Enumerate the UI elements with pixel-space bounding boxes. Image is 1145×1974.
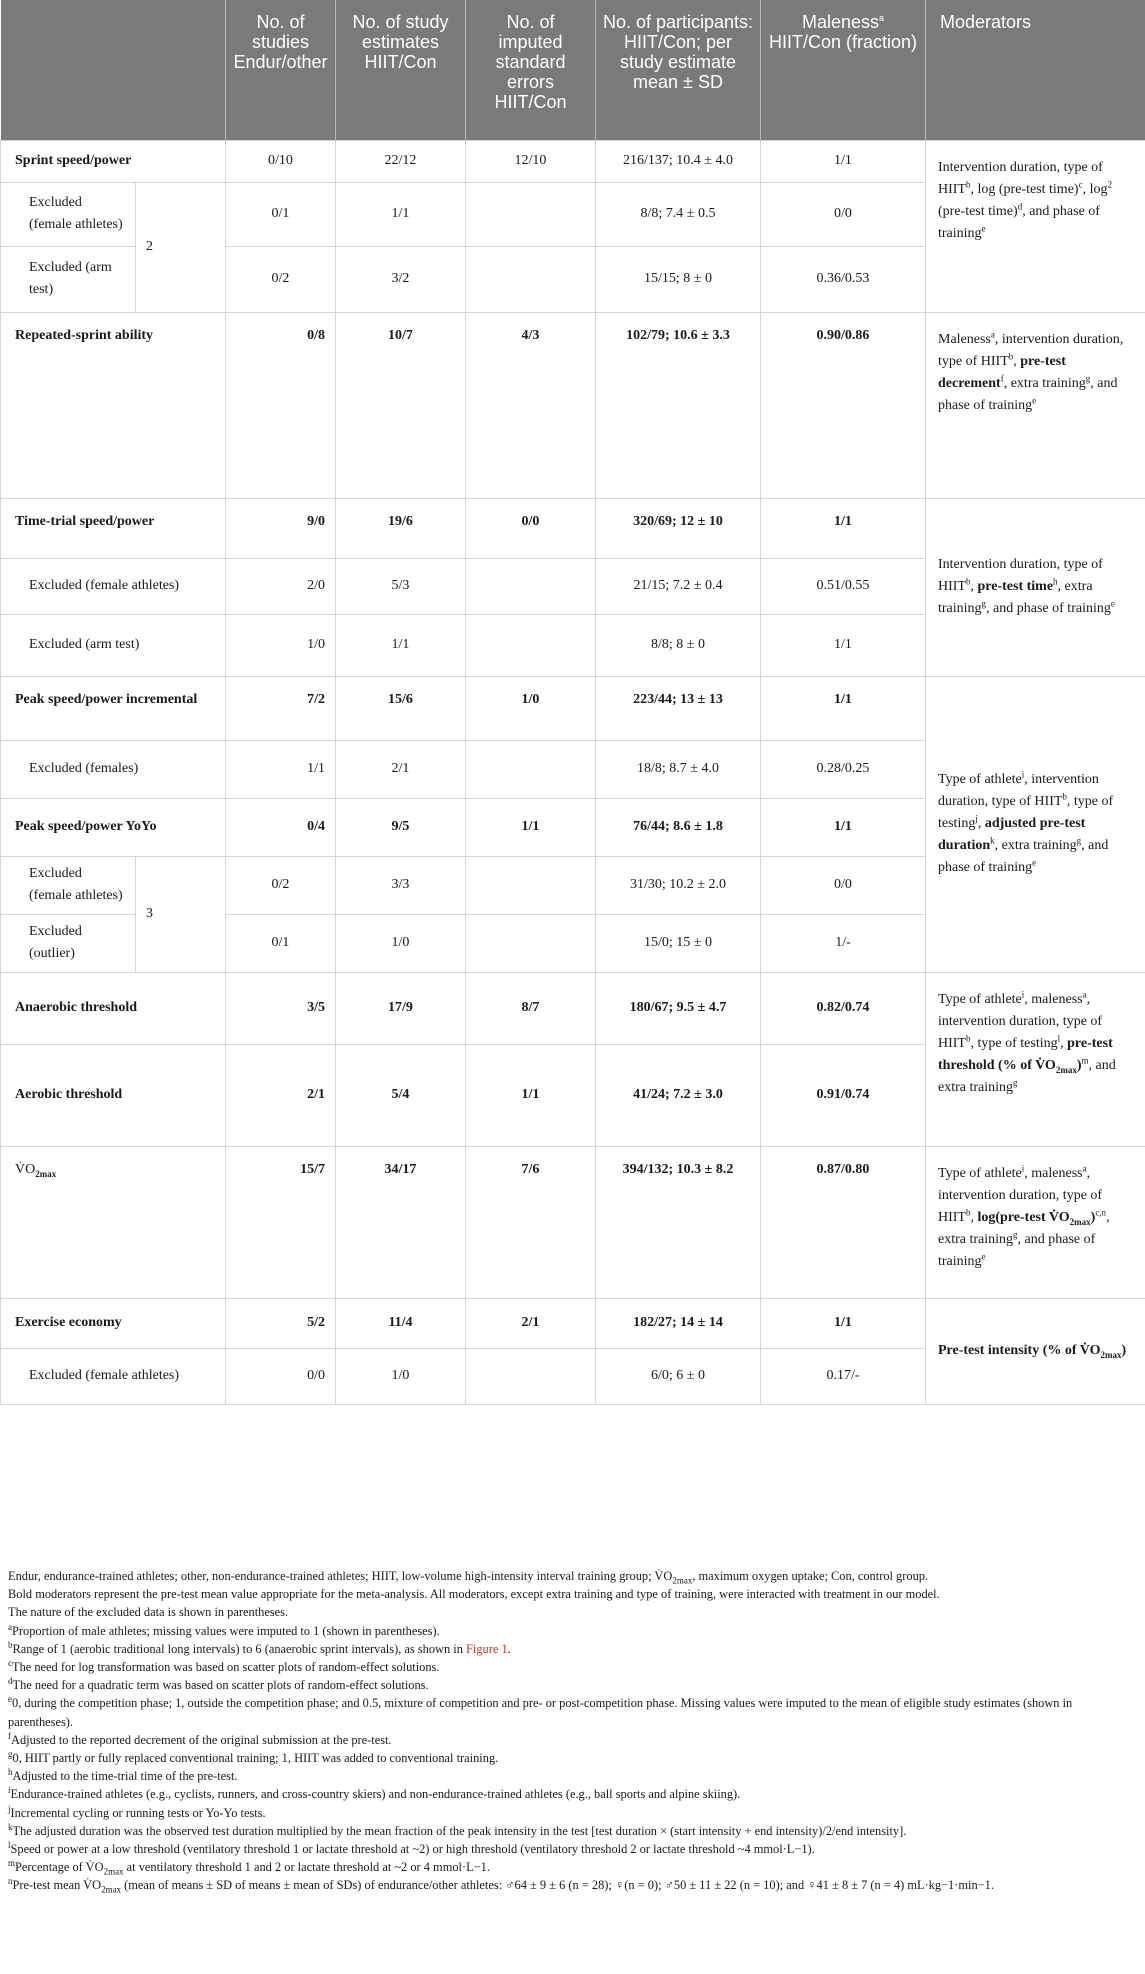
footnote-f: $^f$Adjusted to the reported decrement of the original submission at the pre-test. [8, 1730, 392, 1747]
cell-imputed: 2/1 [466, 1298, 596, 1348]
header-estimates: No. of study estimates HIIT/Con [336, 0, 466, 140]
nature-note: The nature of the excluded data is shown in parentheses. [8, 1605, 289, 1620]
row-label: Excluded (arm test) [1, 614, 226, 676]
table-row [1, 1146, 1145, 1298]
cell-maleness: 1/1 [761, 614, 926, 676]
cell-studies: 15/7 [226, 1146, 336, 1298]
cell-estimates: 1/0 [336, 1348, 466, 1404]
row-label: Excluded (female athletes) [1, 558, 226, 614]
row-label: Time-trial speed/power [1, 498, 226, 558]
header-maleness: Maleness$^a$ HIIT/Con (fraction) [761, 0, 926, 140]
row-label: Anaerobic threshold [1, 972, 226, 1044]
cell-participants: 8/8; 8 ± 0 [596, 614, 761, 676]
cell-estimates: 11/4 [336, 1298, 466, 1348]
header-row [1, 0, 1145, 140]
cell-estimates: 3/2 [336, 246, 466, 312]
cell-participants: 223/44; 13 ± 13 [596, 676, 761, 740]
cell-maleness: 1/- [761, 914, 926, 972]
row-label: Sprint speed/power [1, 140, 226, 182]
cell-studies: 0/2 [226, 246, 336, 312]
cell-participants: 6/0; 6 ± 0 [596, 1348, 761, 1404]
cell-studies: 3/5 [226, 972, 336, 1044]
cell-imputed [466, 740, 596, 798]
footnote-j: $^j$Incremental cycling or running tests or Yo-Yo tests. [8, 1803, 266, 1820]
header-studies: No. of studies Endur/other [226, 0, 336, 140]
cell-estimates: 5/4 [336, 1044, 466, 1146]
cell-imputed: 7/6 [466, 1146, 596, 1298]
cell-maleness: 1/1 [761, 798, 926, 856]
cell-imputed [466, 614, 596, 676]
cell-maleness: 0.17/- [761, 1348, 926, 1404]
table-row [1, 972, 1145, 1044]
row-label: Excluded (female athletes) [1, 182, 136, 246]
table-footnotes [8, 1567, 1137, 1895]
cell-maleness: 0/0 [761, 182, 926, 246]
table-row [1, 676, 1145, 740]
cell-participants: 182/27; 14 ± 14 [596, 1298, 761, 1348]
cell-maleness: 0.90/0.86 [761, 312, 926, 498]
cell-imputed [466, 182, 596, 246]
cell-participants: 21/15; 7.2 ± 0.4 [596, 558, 761, 614]
row-label: Exercise economy [1, 1298, 226, 1348]
cell-participants: 320/69; 12 ± 10 [596, 498, 761, 558]
cell-maleness: 1/1 [761, 676, 926, 740]
cell-participants: 76/44; 8.6 ± 1.8 [596, 798, 761, 856]
cell-imputed [466, 1348, 596, 1404]
group-count: 3 [136, 856, 226, 972]
cell-maleness: 0/0 [761, 856, 926, 914]
cell-imputed [466, 856, 596, 914]
cell-studies: 0/1 [226, 914, 336, 972]
cell-studies: 0/10 [226, 140, 336, 182]
cell-estimates: 19/6 [336, 498, 466, 558]
cell-participants: 15/15; 8 ± 0 [596, 246, 761, 312]
bold-note: Bold moderators represent the pre-test mean value appropriate for the meta-analysis. All moderators, except extra training and type of training, were interacted with treatment in our model. [8, 1587, 940, 1602]
cell-studies: 1/1 [226, 740, 336, 798]
cell-imputed [466, 558, 596, 614]
moderators-peak: Type of athlete$^i$, intervention duration, type of HIIT$^b$, type of testing$^j$, adjusted pre-test duration$^k$, extra training$^g$, and phase of training$^e$ [926, 676, 1145, 972]
cell-participants: 180/67; 9.5 ± 4.7 [596, 972, 761, 1044]
cell-studies: 1/0 [226, 614, 336, 676]
table-row [1, 312, 1145, 498]
cell-participants: 31/30; 10.2 ± 2.0 [596, 856, 761, 914]
cell-estimates: 15/6 [336, 676, 466, 740]
footnote-g: $^g$0, HIIT partly or fully replaced conventional training; 1, HIIT was added to conventional training. [8, 1748, 499, 1766]
moderators-rsa: Maleness$^a$, intervention duration, type of HIIT$^b$, pre-test decrement$^f$, extra training$^g$, and phase of training$^e$ [926, 312, 1145, 498]
header-moderators: Moderators [926, 0, 1145, 140]
cell-participants: 8/8; 7.4 ± 0.5 [596, 182, 761, 246]
row-label: Peak speed/power incremental [1, 676, 226, 740]
footnote-d: $^d$The need for a quadratic term was based on scatter plots of random-effect solutions. [8, 1676, 429, 1693]
footnote-n: $^n$Pre-test mean $V̇O_{2max}$ (mean of means ± SD of means ± mean of SDs) of endurance/other athletes: ♂64 ± 9 ± 6 (n = 28); ♀(n = 0); ♂50 ± 11 ± 22 (n = 10); and ♀41 ± 8 ± 7 (n = 4) mL·kg−1·min−1. [8, 1876, 994, 1895]
moderators-economy: Pre-test intensity (% of $V̇O_{2max}$) [926, 1298, 1145, 1404]
header-blank [1, 0, 226, 140]
cell-estimates: 1/0 [336, 914, 466, 972]
cell-estimates: 5/3 [336, 558, 466, 614]
cell-imputed: 1/0 [466, 676, 596, 740]
moderators-threshold: Type of athlete$^i$, maleness$^a$, intervention duration, type of HIIT$^b$, type of testing$^l$, pre-test threshold (% of $V̇O_{2max})^m$, and extra training$^g$ [926, 972, 1145, 1146]
cell-studies: 0/1 [226, 182, 336, 246]
cell-imputed [466, 246, 596, 312]
cell-participants: 216/137; 10.4 ± 4.0 [596, 140, 761, 182]
footnote-k: $^k$The adjusted duration was the observed test duration multiplied by the mean fraction of the peak intensity in the test [test duration × (start intensity + end intensity)/2/end intensity]. [8, 1821, 907, 1838]
cell-studies: 0/2 [226, 856, 336, 914]
cell-imputed: 8/7 [466, 972, 596, 1044]
header-imputed: No. of imputed standard errors HIIT/Con [466, 0, 596, 140]
table-row [1, 498, 1145, 558]
cell-maleness: 0.91/0.74 [761, 1044, 926, 1146]
row-label: Repeated-sprint ability [1, 312, 226, 498]
cell-maleness: 0.28/0.25 [761, 740, 926, 798]
header-participants: No. of participants: HIIT/Con; per study estimate mean ± SD [596, 0, 761, 140]
cell-studies: 2/1 [226, 1044, 336, 1146]
moderators-tt: Intervention duration, type of HIIT$^b$, pre-test time$^h$, extra training$^g$, and phase of training$^e$ [926, 498, 1145, 676]
footnote-a: $^a$Proportion of male athletes; missing values were imputed to 1 (shown in parentheses). [8, 1621, 440, 1638]
cell-studies: 5/2 [226, 1298, 336, 1348]
cell-estimates: 34/17 [336, 1146, 466, 1298]
cell-estimates: 17/9 [336, 972, 466, 1044]
cell-maleness: 0.51/0.55 [761, 558, 926, 614]
figure-1-link[interactable]: Figure 1 [466, 1641, 508, 1656]
footnote-e: $^e$0, during the competition phase; 1, outside the competition phase; and 0.5, mixture of competition and pre- or post-competition phase. Missing values were imputed to the mean of eligible study estimates (shown in parentheses). [8, 1694, 1073, 1729]
row-label: Excluded (outlier) [1, 914, 136, 972]
row-label: Aerobic threshold [1, 1044, 226, 1146]
cell-imputed: 1/1 [466, 798, 596, 856]
cell-maleness: 1/1 [761, 1298, 926, 1348]
table-row [1, 1298, 1145, 1348]
row-label: Excluded (female athletes) [1, 856, 136, 914]
footnote-i: $^i$Endurance-trained athletes (e.g., cyclists, runners, and cross-country skiers) and non-endurance-trained athletes (e.g., ball sports and alpine skiing). [8, 1785, 741, 1802]
cell-estimates: 9/5 [336, 798, 466, 856]
table-row [1, 140, 1145, 182]
group-count: 2 [136, 182, 226, 312]
row-label: Excluded (females) [1, 740, 226, 798]
footnote-l: $^l$Speed or power at a low threshold (ventilatory threshold 1 or lactate threshold at ~2) or high threshold (ventilatory threshold 2 or lactate threshold ~4 mmol·L−1). [8, 1839, 815, 1857]
cell-participants: 18/8; 8.7 ± 4.0 [596, 740, 761, 798]
footnote-m: $^m$Percentage of $V̇O_{2max}$ at ventilatory threshold 1 and 2 or lactate threshold at ~2 or 4 mmol·L−1. [8, 1858, 490, 1877]
cell-estimates: 22/12 [336, 140, 466, 182]
cell-imputed: 1/1 [466, 1044, 596, 1146]
cell-maleness: 0.87/0.80 [761, 1146, 926, 1298]
cell-imputed: 0/0 [466, 498, 596, 558]
cell-studies: 0/0 [226, 1348, 336, 1404]
moderators-sprint: Intervention duration, type of HIIT$^b$, log (pre-test time)$^c$, $\log^2$ (pre-test time)$^d$, and phase of training$^e$ [926, 140, 1145, 312]
cell-imputed: 12/10 [466, 140, 596, 182]
row-label: Excluded (female athletes) [1, 1348, 226, 1404]
cell-participants: 41/24; 7.2 ± 3.0 [596, 1044, 761, 1146]
cell-studies: 0/4 [226, 798, 336, 856]
footnote-h: $^h$Adjusted to the time-trial time of the pre-test. [8, 1767, 238, 1784]
cell-maleness: 0.82/0.74 [761, 972, 926, 1044]
footnote-b: $^b$Range of 1 (aerobic traditional long intervals) to 6 (anaerobic sprint intervals), as shown in Figure 1. [8, 1639, 511, 1656]
cell-studies: 2/0 [226, 558, 336, 614]
cell-estimates: 1/1 [336, 614, 466, 676]
cell-participants: 15/0; 15 ± 0 [596, 914, 761, 972]
cell-maleness: 1/1 [761, 498, 926, 558]
row-label: Excluded (arm test) [1, 246, 136, 312]
cell-estimates: 10/7 [336, 312, 466, 498]
cell-estimates: 1/1 [336, 182, 466, 246]
abbreviations-note: Endur, endurance-trained athletes; other, non-endurance-trained athletes; HIIT, low-volume high-intensity interval training group; $V̇O_{2max}$, maximum oxygen uptake; Con, control group. [8, 1569, 929, 1586]
cell-estimates: 3/3 [336, 856, 466, 914]
cell-imputed [466, 914, 596, 972]
cell-maleness: 1/1 [761, 140, 926, 182]
cell-studies: 9/0 [226, 498, 336, 558]
cell-estimates: 2/1 [336, 740, 466, 798]
footnote-c: $^c$The need for log transformation was based on scatter plots of random-effect solutions. [8, 1657, 440, 1675]
row-label: $V̇O_{2max}$ [1, 1146, 226, 1298]
row-label: Peak speed/power YoYo [1, 798, 226, 856]
cell-imputed: 4/3 [466, 312, 596, 498]
moderators-vo2: Type of athlete$^i$, maleness$^a$, intervention duration, type of HIIT$^b$, log(pre-test $V̇O_{2max})^{c,n}$, extra training$^g$, and phase of training$^e$ [926, 1146, 1145, 1298]
cell-participants: 394/132; 10.3 ± 8.2 [596, 1146, 761, 1298]
cell-maleness: 0.36/0.53 [761, 246, 926, 312]
cell-studies: 7/2 [226, 676, 336, 740]
cell-participants: 102/79; 10.6 ± 3.3 [596, 312, 761, 498]
cell-studies: 0/8 [226, 312, 336, 498]
